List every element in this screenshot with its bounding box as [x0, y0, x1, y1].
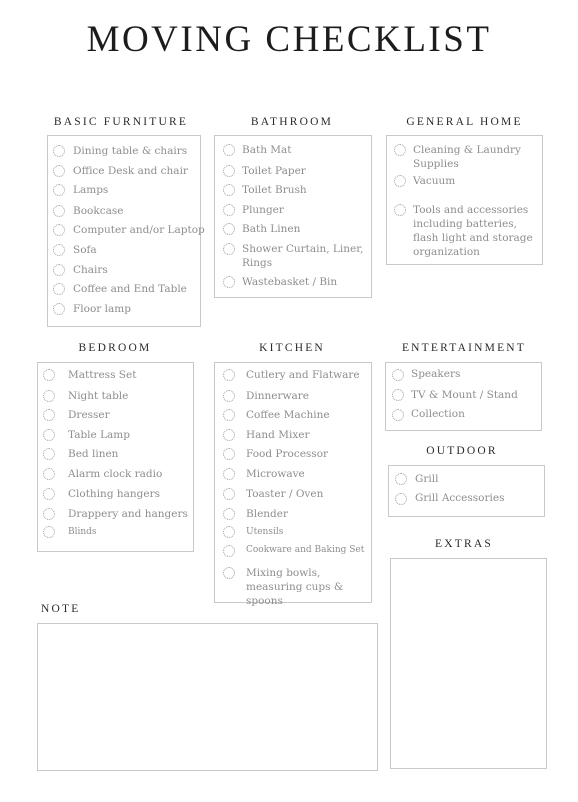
item-label: Tools and accessories including batteries, flash light and storage organization — [413, 204, 533, 258]
item-label: Mattress Set — [68, 369, 137, 381]
item-label: Bed linen — [68, 448, 119, 460]
item-label: Plunger — [242, 204, 284, 216]
checkbox-circle[interactable] — [53, 283, 65, 295]
item-label: Clothing hangers — [68, 488, 161, 500]
item-label: Lamps — [73, 184, 109, 196]
checkbox-circle[interactable] — [392, 389, 404, 401]
checkbox-circle[interactable] — [53, 165, 65, 177]
checkbox-circle[interactable] — [223, 409, 235, 421]
section-title-bedroom: BEDROOM — [78, 342, 152, 354]
item-label: Dinnerware — [246, 390, 310, 402]
checkbox-circle[interactable] — [223, 369, 235, 381]
item-label: Collection — [411, 408, 465, 420]
section-title-basic-furniture: BASIC FURNITURE — [53, 116, 189, 128]
checkbox-circle[interactable] — [43, 526, 55, 538]
checkbox-circle[interactable] — [53, 205, 65, 217]
item-label: Hand Mixer — [246, 429, 310, 441]
checkbox-circle[interactable] — [223, 429, 235, 441]
checkbox-circle[interactable] — [223, 223, 235, 235]
item-label: Bookcase — [73, 205, 124, 217]
item-label: Microwave — [246, 468, 305, 480]
item-label: Toilet Paper — [242, 165, 306, 177]
item-label: Wastebasket / Bin — [242, 276, 338, 288]
item-label: Coffee and End Table — [73, 283, 187, 295]
section-title-outdoor: OUTDOOR — [426, 445, 498, 457]
extras-box[interactable] — [390, 558, 547, 769]
checkbox-circle[interactable] — [223, 390, 235, 402]
basic-furniture-box — [47, 135, 205, 327]
item-label: Cutlery and Flatware — [246, 369, 360, 381]
section-title-note: NOTE — [41, 603, 81, 615]
checkbox-circle[interactable] — [53, 264, 65, 276]
entertainment-box — [385, 362, 542, 431]
section-title-bathroom: BATHROOM — [250, 116, 334, 128]
checkbox-circle[interactable] — [43, 409, 55, 421]
section-title-kitchen: KITCHEN — [259, 342, 325, 354]
checkbox-circle[interactable] — [223, 243, 235, 255]
item-label: Shower Curtain, Liner, Rings — [242, 243, 364, 269]
item-label: Bath Linen — [242, 223, 301, 235]
item-label: Computer and/or Laptop — [73, 224, 205, 236]
section-title-general-home: GENERAL HOME — [406, 116, 523, 128]
item-label: Floor lamp — [73, 303, 131, 315]
checkbox-circle[interactable] — [53, 184, 65, 196]
checkbox-circle[interactable] — [43, 508, 55, 520]
checkbox-circle[interactable] — [223, 144, 235, 156]
checkbox-circle[interactable] — [53, 145, 65, 157]
item-label: Toilet Brush — [242, 184, 307, 196]
checkbox-circle[interactable] — [223, 567, 235, 579]
checkbox-circle[interactable] — [395, 493, 407, 505]
checkbox-circle[interactable] — [43, 468, 55, 480]
general-home-box — [386, 135, 543, 265]
checkbox-circle[interactable] — [43, 488, 55, 500]
item-label: Blinds — [68, 527, 97, 537]
item-label: Table Lamp — [68, 429, 130, 441]
checkbox-circle[interactable] — [53, 303, 65, 315]
item-label: Alarm clock radio — [68, 468, 163, 480]
item-label: Toaster / Oven — [246, 488, 324, 500]
kitchen-box — [214, 362, 372, 607]
item-label: Dresser — [68, 409, 110, 421]
item-label: Drappery and hangers — [68, 508, 188, 520]
checkbox-circle[interactable] — [223, 276, 235, 288]
note-box[interactable] — [37, 623, 378, 771]
item-label: Speakers — [411, 368, 461, 380]
item-label: Chairs — [73, 264, 108, 276]
item-label: Night table — [68, 390, 129, 402]
section-title-entertainment: ENTERTAINMENT — [401, 342, 527, 354]
item-label: Blender — [246, 508, 289, 520]
checkbox-circle[interactable] — [223, 545, 235, 557]
checkbox-circle[interactable] — [394, 144, 406, 156]
checkbox-circle[interactable] — [394, 175, 406, 187]
item-label: Cleaning & Laundry Supplies — [413, 144, 521, 170]
checkbox-circle[interactable] — [53, 244, 65, 256]
checkbox-circle[interactable] — [43, 429, 55, 441]
bedroom-box — [37, 362, 194, 552]
item-label: Grill — [415, 473, 439, 485]
item-label: Coffee Machine — [246, 409, 330, 421]
item-label: Mixing bowls, measuring cups & spoons — [246, 567, 344, 607]
checkbox-circle[interactable] — [394, 204, 406, 216]
item-label: Utensils — [246, 527, 284, 537]
item-label: Office Desk and chair — [73, 165, 188, 177]
checkbox-circle[interactable] — [223, 526, 235, 538]
checkbox-circle[interactable] — [223, 165, 235, 177]
checkbox-circle[interactable] — [223, 488, 235, 500]
item-label: Food Processor — [246, 448, 329, 460]
section-title-extras: EXTRAS — [435, 538, 493, 550]
checkbox-circle[interactable] — [223, 468, 235, 480]
item-label: Cookware and Baking Set — [246, 545, 365, 555]
bathroom-box — [214, 135, 372, 298]
checkbox-circle[interactable] — [53, 224, 65, 236]
item-label: Dining table & chairs — [73, 145, 188, 157]
item-label: Sofa — [73, 244, 97, 256]
checkbox-circle[interactable] — [392, 369, 404, 381]
checkbox-circle[interactable] — [43, 448, 55, 460]
checkbox-circle[interactable] — [223, 508, 235, 520]
outdoor-box — [388, 465, 545, 517]
checkbox-circle[interactable] — [395, 473, 407, 485]
item-label: Bath Mat — [242, 144, 292, 156]
item-label: Grill Accessories — [415, 492, 505, 504]
item-label: TV & Mount / Stand — [411, 389, 518, 401]
checkbox-circle[interactable] — [392, 409, 404, 421]
checkbox-circle[interactable] — [223, 184, 235, 196]
checkbox-circle[interactable] — [43, 369, 55, 381]
page-title: MOVING CHECKLIST — [86, 19, 492, 60]
checkbox-circle[interactable] — [43, 390, 55, 402]
checkbox-circle[interactable] — [223, 448, 235, 460]
checkbox-circle[interactable] — [223, 204, 235, 216]
item-label: Vacuum — [413, 175, 456, 187]
